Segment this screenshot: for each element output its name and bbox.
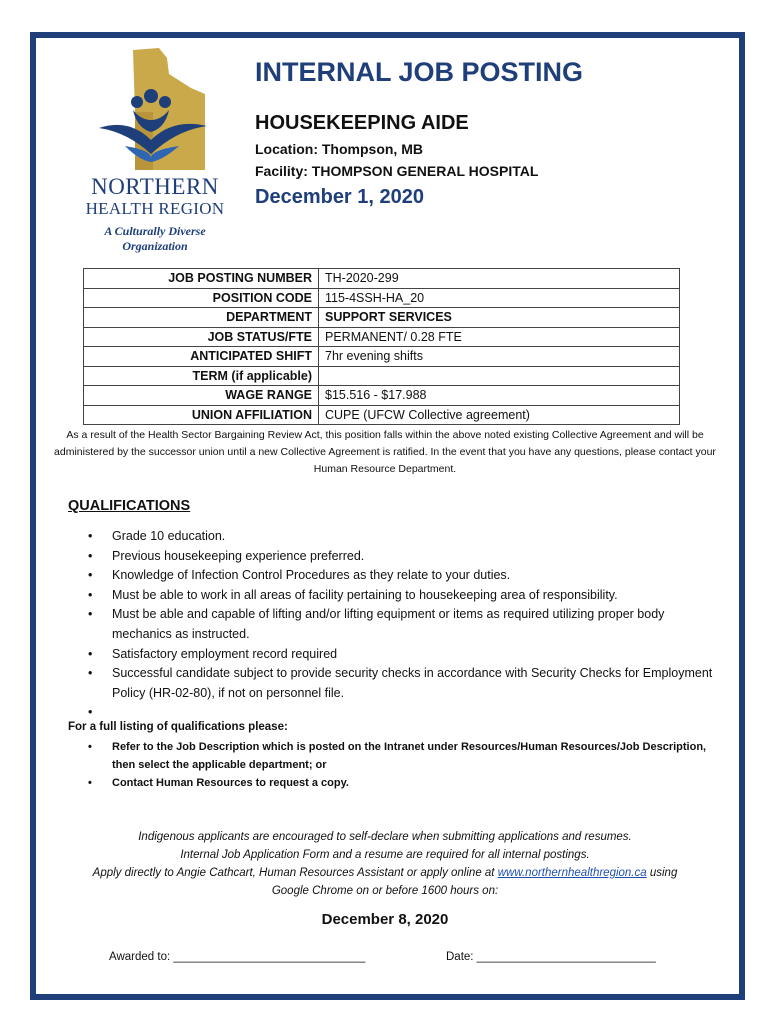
position-title: HOUSEKEEPING AIDE [255, 112, 469, 134]
list-item: • Satisfactory employment record required [88, 645, 716, 665]
table-row [84, 308, 680, 328]
detail-value: 115-4SSH-HA_20 [319, 288, 680, 308]
list-item: • Refer to the Job Description which is posted on the Intranet under Resources/Human Resources/Job Description, then select the applicable department; or [88, 738, 708, 774]
detail-label: JOB POSTING NUMBER [84, 269, 319, 289]
table-row [84, 288, 680, 308]
qualifications-heading: QUALIFICATIONS [68, 498, 191, 514]
detail-value: PERMANENT/ 0.28 FTE [319, 327, 680, 347]
detail-label: ANTICIPATED SHIFT [84, 347, 319, 367]
list-item: • Previous housekeeping experience preferred. [88, 547, 716, 567]
table-row [84, 347, 680, 367]
org-name-line2: HEALTH REGION [85, 199, 225, 218]
detail-value [319, 366, 680, 386]
application-instructions [45, 828, 725, 900]
detail-value: 7hr evening shifts [319, 347, 680, 367]
detail-label: UNION AFFILIATION [84, 405, 319, 425]
detail-value: SUPPORT SERVICES [319, 308, 680, 328]
full-listing-list [88, 738, 708, 792]
list-item: • Successful candidate subject to provide security checks in accordance with Security Checks for Employment Policy (HR-02-80), if not on personnel file. [88, 664, 716, 703]
detail-label: POSITION CODE [84, 288, 319, 308]
list-item [88, 703, 716, 723]
detail-label: DEPARTMENT [84, 308, 319, 328]
detail-value: TH-2020-299 [319, 269, 680, 289]
facility-text: Facility: THOMPSON GENERAL HOSPITAL [255, 163, 539, 179]
bargaining-note: As a result of the Health Sector Bargaining Review Act, this position falls within the above noted existing Collective Agreement and will be administered by the successor union until a new Collective Agreement is ratified. In the event that you have any questions, please contact your Human Resource Department. [54, 429, 716, 475]
manitoba-emblem-icon [95, 48, 215, 173]
detail-value: $15.516 - $17.988 [319, 386, 680, 406]
closing-line3 [45, 864, 725, 882]
tagline-line1: A Culturally Diverse [104, 224, 206, 238]
table-row [84, 269, 680, 289]
list-item: • Contact Human Resources to request a copy. [88, 774, 708, 792]
date-field: Date: ____________________________ [446, 951, 656, 963]
detail-value: CUPE (UFCW Collective agreement) [319, 405, 680, 425]
job-details-table [83, 268, 680, 425]
detail-label: WAGE RANGE [84, 386, 319, 406]
list-item: • Must be able to work in all areas of facility pertaining to housekeeping area of responsibility. [88, 586, 716, 606]
list-item: • Must be able and capable of lifting and/or lifting equipment or items as required utilizing proper body mechanics as instructed. [88, 605, 716, 644]
table-row [84, 386, 680, 406]
awarded-to-field: Awarded to: ______________________________ [109, 951, 366, 963]
closing-line3-after: using [646, 867, 678, 879]
org-name-line1: NORTHERN [91, 174, 219, 199]
closing-line3-before: Apply directly to Angie Cathcart, Human Resources Assistant or apply online at [92, 867, 498, 879]
closing-date: December 8, 2020 [321, 911, 449, 928]
location-text: Location: Thompson, MB [255, 141, 423, 157]
page-title: INTERNAL JOB POSTING [255, 57, 584, 87]
closing-line2: Internal Job Application Form and a resume are required for all internal postings. [180, 849, 590, 861]
detail-label: TERM (if applicable) [84, 366, 319, 386]
website-link[interactable]: www.northernhealthregion.ca [497, 867, 647, 879]
northern-health-region-logo [75, 48, 235, 258]
closing-line1: Indigenous applicants are encouraged to self-declare when submitting applications and resumes. [138, 831, 632, 843]
detail-label: JOB STATUS/FTE [84, 327, 319, 347]
table-row [84, 366, 680, 386]
table-row [84, 405, 680, 425]
list-item: • Knowledge of Infection Control Procedures as they relate to your duties. [88, 566, 716, 586]
closing-line4: Google Chrome on or before 1600 hours on: [271, 885, 499, 897]
table-row [84, 327, 680, 347]
full-listing-heading: For a full listing of qualifications please: [68, 721, 288, 733]
qualifications-list [88, 527, 716, 723]
posting-date: December 1, 2020 [255, 186, 425, 208]
list-item: • Grade 10 education. [88, 527, 716, 547]
tagline-line2: Organization [122, 239, 188, 253]
